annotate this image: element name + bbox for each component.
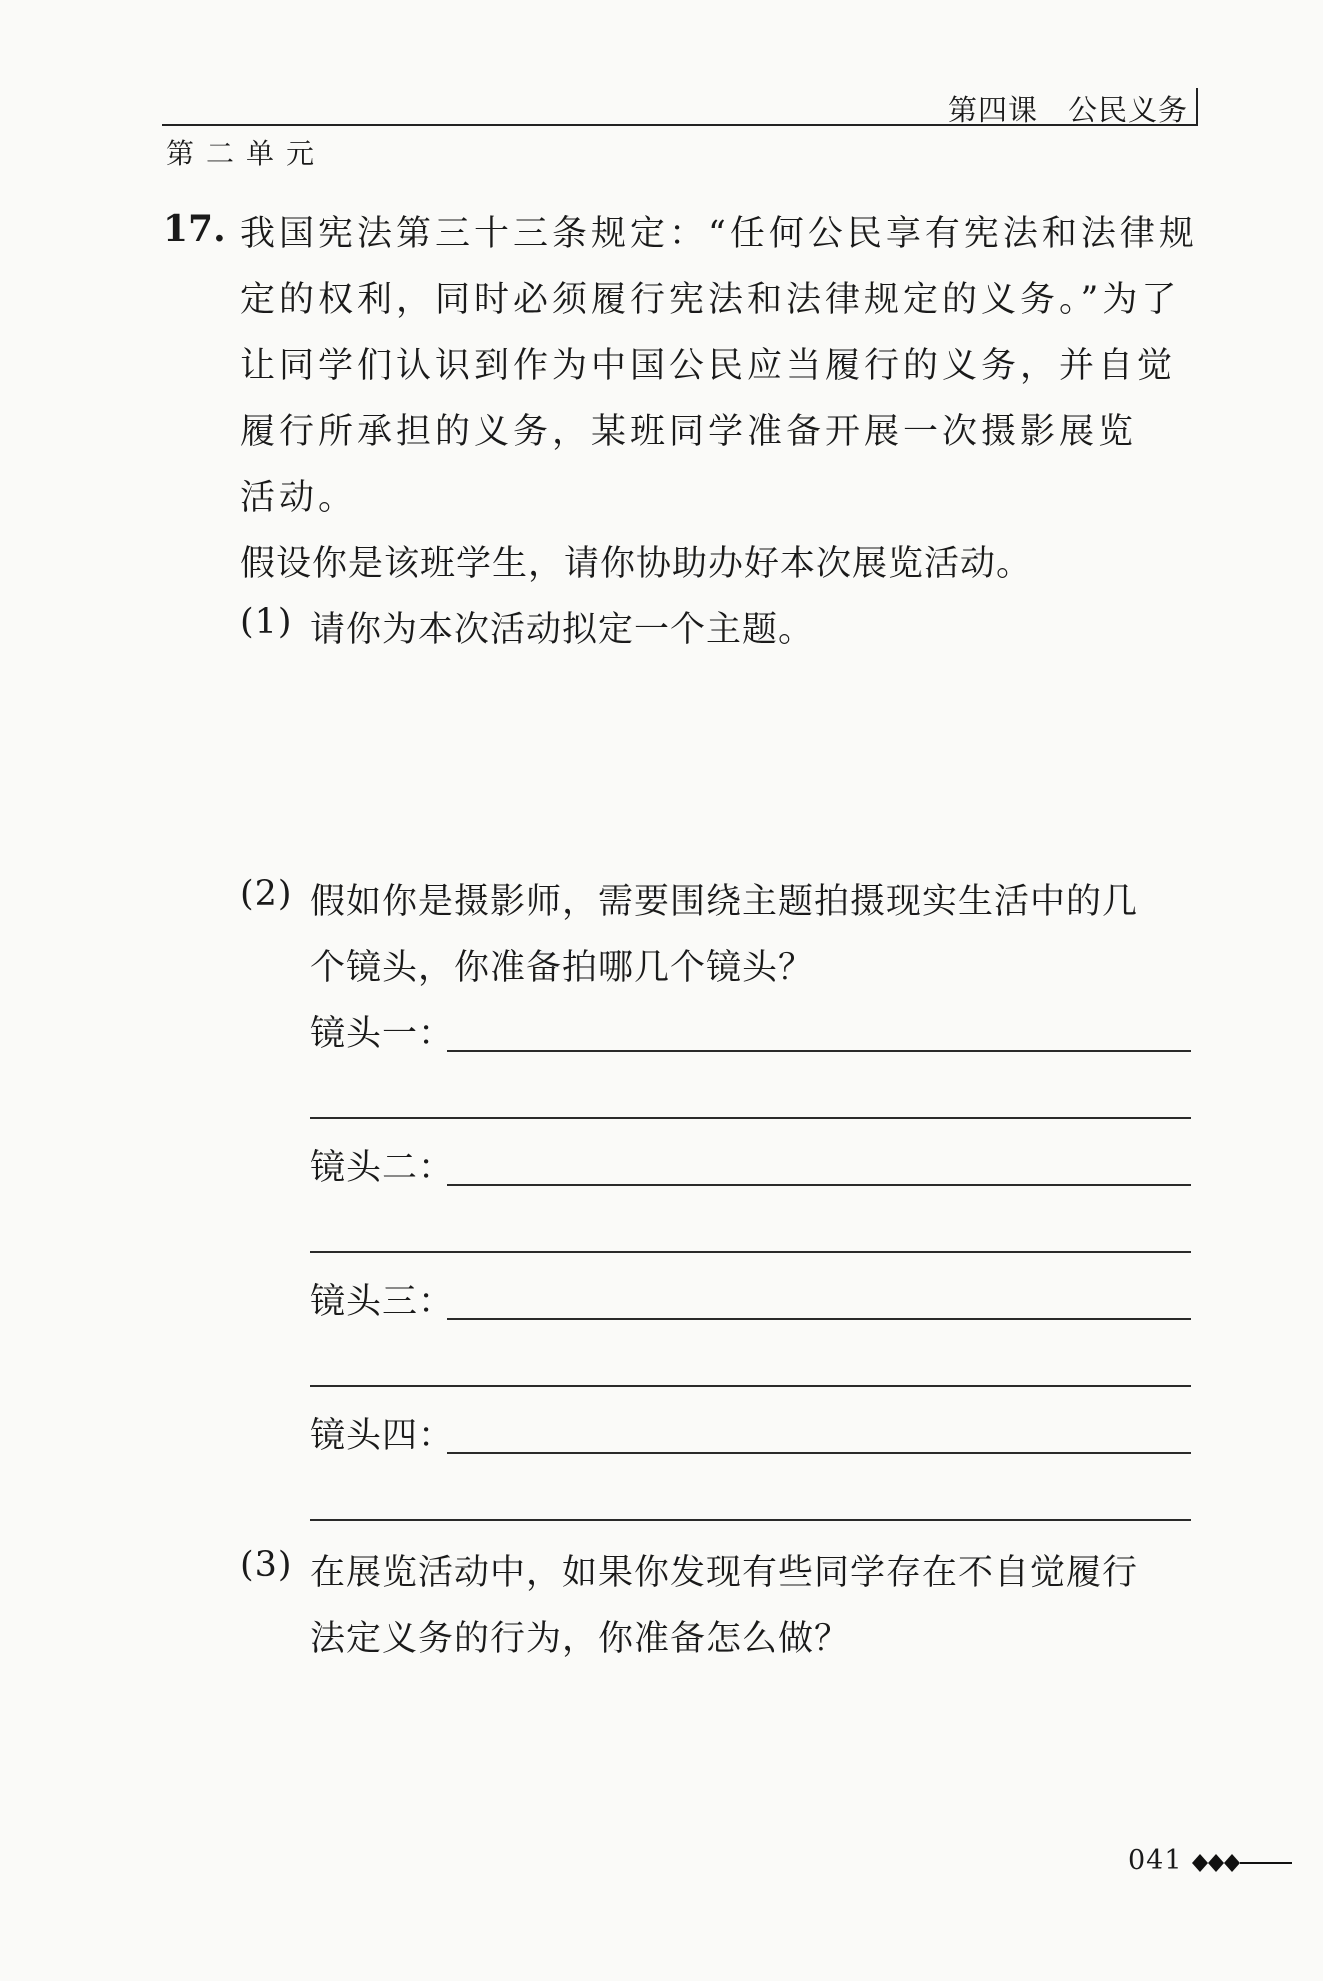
shot-label-4: 镜头四： xyxy=(310,1416,455,1456)
lesson-title: 第四课 公民义务 xyxy=(948,93,1189,127)
part2-line: 假如你是摄影师，需要围绕主题拍摄现实生活中的几 xyxy=(310,882,1139,922)
part3-answer-area[interactable] xyxy=(310,1670,1190,1820)
answer-line[interactable] xyxy=(447,1452,1191,1454)
answer-line[interactable] xyxy=(310,1251,1191,1253)
part2-label: (2) xyxy=(240,874,293,914)
unit-label: 第二单元 xyxy=(166,137,327,170)
shot-label-2: 镜头二： xyxy=(310,1148,455,1188)
shot-label-1: 镜头一： xyxy=(310,1014,455,1054)
answer-line[interactable] xyxy=(310,1385,1191,1387)
header-divider-tick xyxy=(1196,88,1198,126)
part1-text: 请你为本次活动拟定一个主题。 xyxy=(310,610,815,650)
part1-answer-area[interactable] xyxy=(310,650,1190,850)
answer-line[interactable] xyxy=(310,1519,1191,1521)
answer-line[interactable] xyxy=(447,1184,1191,1186)
header-rule xyxy=(162,124,1198,126)
shot-label-3: 镜头三： xyxy=(310,1282,455,1322)
stem-line: 履行所承担的义务，某班同学准备开展一次摄影展览 xyxy=(240,412,1138,452)
stem-line: 我国宪法第三十三条规定：“任何公民享有宪法和法律规 xyxy=(240,214,1198,254)
page-number: 041 xyxy=(1128,1845,1183,1876)
stem-line: 让同学们认识到作为中国公民应当履行的义务，并自觉 xyxy=(240,346,1177,386)
answer-line[interactable] xyxy=(310,1117,1191,1119)
part1-label: (1) xyxy=(240,602,293,642)
part2-line: 个镜头，你准备拍哪几个镜头？ xyxy=(310,948,815,988)
answer-line[interactable] xyxy=(447,1318,1191,1320)
part3-label: (3) xyxy=(240,1545,293,1585)
part3-line: 法定义务的行为，你准备怎么做？ xyxy=(310,1619,851,1659)
answer-line[interactable] xyxy=(447,1050,1191,1052)
task-statement: 假设你是该班学生，请你协助办好本次展览活动。 xyxy=(240,544,1033,584)
diamond-arrow-icon xyxy=(1192,1848,1292,1878)
stem-line: 定的权利，同时必须履行宪法和法律规定的义务。”为了 xyxy=(240,280,1181,320)
question-number: 17. xyxy=(163,208,226,250)
part3-line: 在展览活动中，如果你发现有些同学存在不自觉履行 xyxy=(310,1553,1139,1593)
stem-line: 活动。 xyxy=(240,478,358,518)
